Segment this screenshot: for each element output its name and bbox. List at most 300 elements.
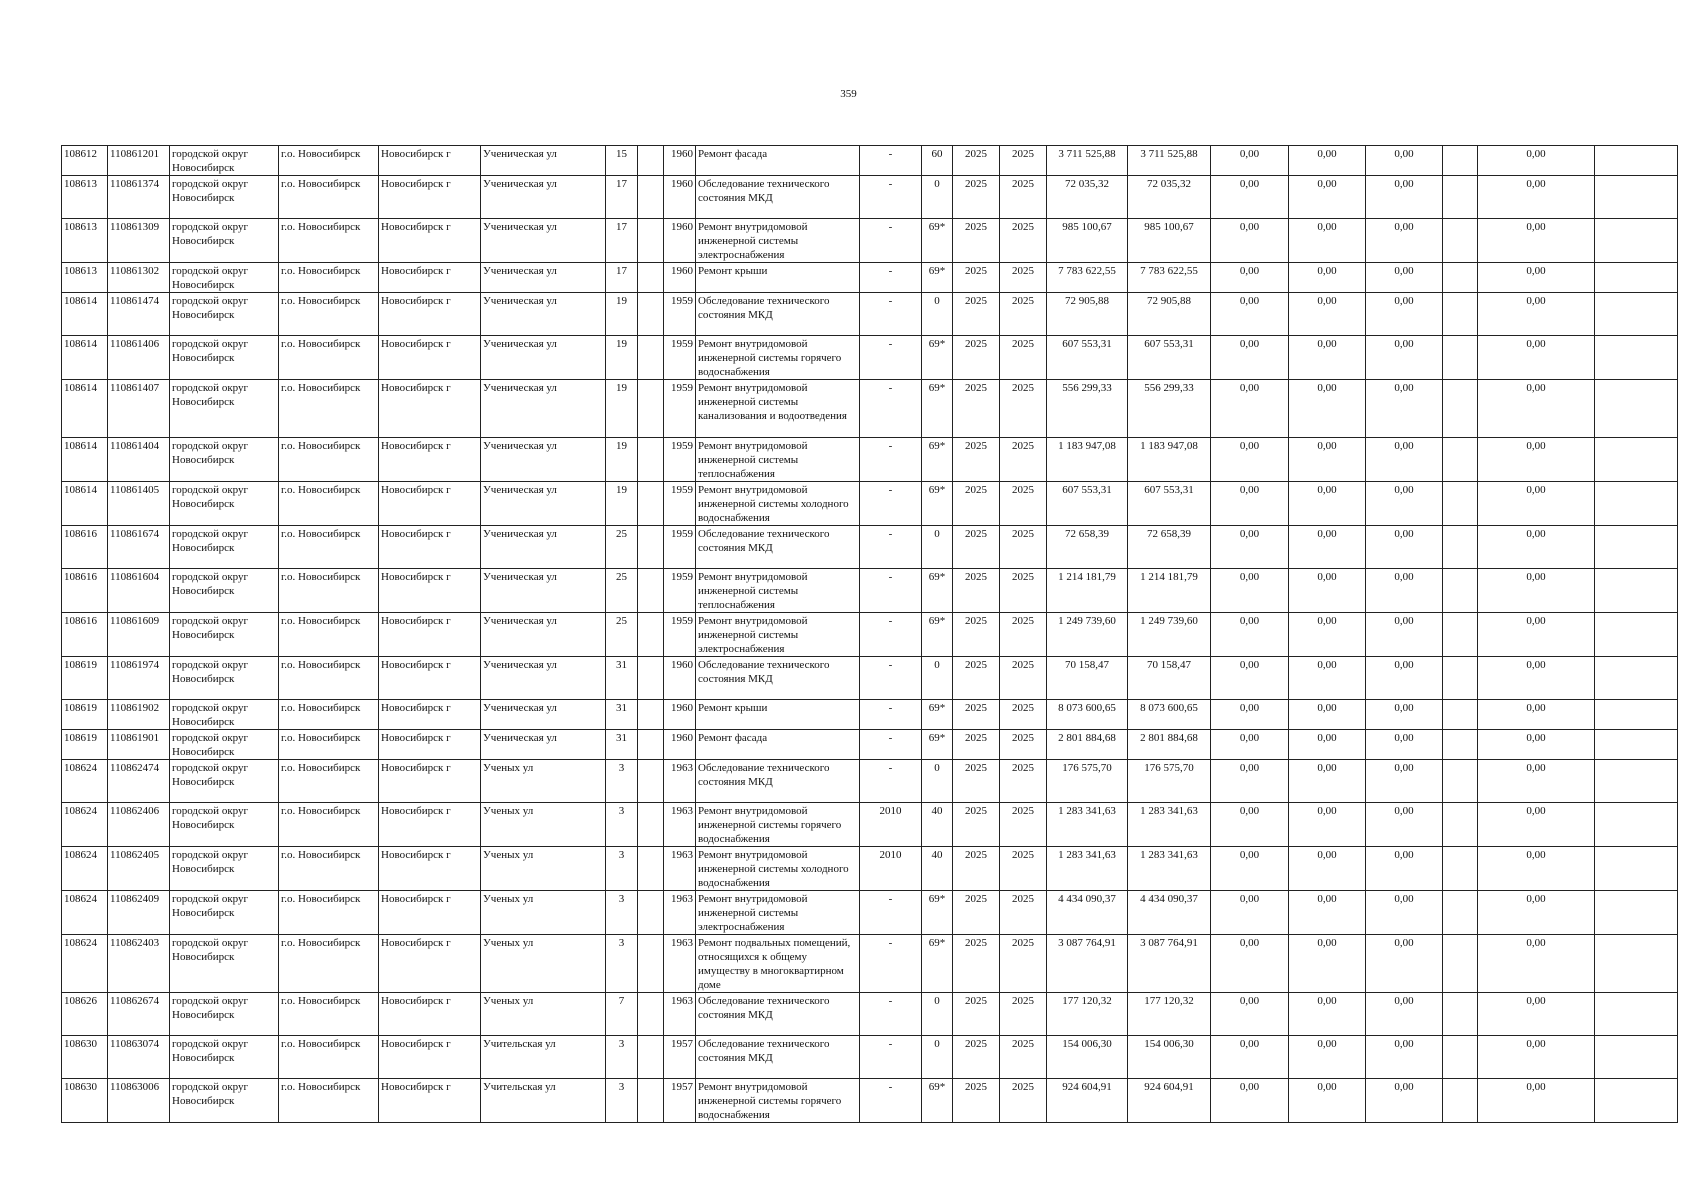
cell-district: г.о. Новосибирск	[279, 336, 379, 380]
cell-fund-cost: 7 783 622,55	[1128, 263, 1211, 293]
cell-plan-end: 2025	[1000, 935, 1047, 993]
cell-wear: 69*	[922, 613, 953, 657]
cell-regional: 0,00	[1289, 1036, 1366, 1079]
cell-federal: 0,00	[1211, 657, 1289, 700]
cell-owners	[1443, 891, 1478, 935]
cell-local: 0,00	[1366, 482, 1443, 526]
cell-district: г.о. Новосибирск	[279, 526, 379, 569]
cell-owners	[1443, 993, 1478, 1036]
cell-rec-id: 108624	[62, 935, 108, 993]
cell-object-code: 110861407	[108, 380, 170, 438]
cell-rec-id: 108624	[62, 803, 108, 847]
cell-object-code: 110862403	[108, 935, 170, 993]
cell-wear: 69*	[922, 700, 953, 730]
cell-owners	[1443, 293, 1478, 336]
cell-total-cost: 7 783 622,55	[1047, 263, 1128, 293]
cell-total-cost: 1 249 739,60	[1047, 613, 1128, 657]
cell-local: 0,00	[1366, 700, 1443, 730]
cell-district: г.о. Новосибирск	[279, 993, 379, 1036]
cell-object-code: 110861374	[108, 176, 170, 219]
cell-plan-end: 2025	[1000, 1036, 1047, 1079]
cell-plan-start: 2025	[953, 1079, 1000, 1123]
cell-last-repair-year: -	[860, 219, 922, 263]
cell-street: Ученическая ул	[481, 482, 606, 526]
cell-federal: 0,00	[1211, 730, 1289, 760]
cell-plan-start: 2025	[953, 847, 1000, 891]
cell-plan-end: 2025	[1000, 760, 1047, 803]
cell-street: Ученых ул	[481, 847, 606, 891]
cell-note	[1595, 1036, 1678, 1079]
table-row	[62, 146, 1678, 176]
table-row	[62, 891, 1678, 935]
cell-object-code: 110861406	[108, 336, 170, 380]
cell-house: 3	[606, 1036, 638, 1079]
cell-fund-cost: 72 035,32	[1128, 176, 1211, 219]
cell-district: г.о. Новосибирск	[279, 219, 379, 263]
cell-rec-id: 108614	[62, 293, 108, 336]
cell-note	[1595, 176, 1678, 219]
table-row	[62, 613, 1678, 657]
cell-note	[1595, 336, 1678, 380]
cell-house: 31	[606, 730, 638, 760]
cell-rec-id: 108619	[62, 700, 108, 730]
cell-house: 3	[606, 891, 638, 935]
cell-year-built: 1963	[664, 935, 696, 993]
cell-year-built: 1959	[664, 613, 696, 657]
cell-building	[638, 526, 664, 569]
cell-building	[638, 1036, 664, 1079]
cell-owners	[1443, 336, 1478, 380]
cell-last-repair-year: -	[860, 336, 922, 380]
cell-work-type: Ремонт внутридомовой инженерной системы холодного водоснабжения	[696, 482, 860, 526]
cell-last-repair-year: -	[860, 176, 922, 219]
cell-regional: 0,00	[1289, 438, 1366, 482]
cell-district: г.о. Новосибирск	[279, 700, 379, 730]
cell-other: 0,00	[1478, 482, 1595, 526]
cell-regional: 0,00	[1289, 847, 1366, 891]
cell-fund-cost: 3 711 525,88	[1128, 146, 1211, 176]
cell-wear: 69*	[922, 1079, 953, 1123]
cell-local: 0,00	[1366, 146, 1443, 176]
cell-regional: 0,00	[1289, 293, 1366, 336]
cell-building	[638, 613, 664, 657]
cell-owners	[1443, 847, 1478, 891]
cell-street: Ученых ул	[481, 891, 606, 935]
cell-last-repair-year: -	[860, 1036, 922, 1079]
cell-other: 0,00	[1478, 657, 1595, 700]
table-row	[62, 657, 1678, 700]
cell-work-type: Ремонт подвальных помещений, относящихся к общему имуществу в многоквартирном доме	[696, 935, 860, 993]
cell-year-built: 1957	[664, 1036, 696, 1079]
cell-street: Учительская ул	[481, 1079, 606, 1123]
cell-note	[1595, 935, 1678, 993]
cell-plan-start: 2025	[953, 993, 1000, 1036]
cell-note	[1595, 700, 1678, 730]
cell-wear: 69*	[922, 219, 953, 263]
cell-rec-id: 108614	[62, 438, 108, 482]
cell-rec-id: 108614	[62, 336, 108, 380]
cell-rec-id: 108624	[62, 760, 108, 803]
cell-plan-end: 2025	[1000, 176, 1047, 219]
cell-work-type: Ремонт внутридомовой инженерной системы горячего водоснабжения	[696, 1079, 860, 1123]
cell-wear: 0	[922, 760, 953, 803]
cell-building	[638, 730, 664, 760]
cell-district: г.о. Новосибирск	[279, 730, 379, 760]
cell-local: 0,00	[1366, 526, 1443, 569]
cell-year-built: 1960	[664, 657, 696, 700]
cell-total-cost: 556 299,33	[1047, 380, 1128, 438]
cell-last-repair-year: -	[860, 482, 922, 526]
cell-plan-end: 2025	[1000, 263, 1047, 293]
cell-owners	[1443, 176, 1478, 219]
cell-other: 0,00	[1478, 146, 1595, 176]
cell-building	[638, 700, 664, 730]
cell-object-code: 110862474	[108, 760, 170, 803]
cell-note	[1595, 569, 1678, 613]
cell-other: 0,00	[1478, 613, 1595, 657]
cell-federal: 0,00	[1211, 993, 1289, 1036]
cell-note	[1595, 847, 1678, 891]
cell-regional: 0,00	[1289, 700, 1366, 730]
cell-object-code: 110861474	[108, 293, 170, 336]
cell-house: 19	[606, 482, 638, 526]
cell-federal: 0,00	[1211, 1036, 1289, 1079]
cell-total-cost: 924 604,91	[1047, 1079, 1128, 1123]
cell-year-built: 1963	[664, 847, 696, 891]
cell-fund-cost: 72 658,39	[1128, 526, 1211, 569]
cell-federal: 0,00	[1211, 700, 1289, 730]
cell-object-code: 110861902	[108, 700, 170, 730]
cell-rec-id: 108624	[62, 891, 108, 935]
cell-plan-start: 2025	[953, 569, 1000, 613]
cell-total-cost: 72 905,88	[1047, 293, 1128, 336]
cell-street: Ученическая ул	[481, 526, 606, 569]
cell-plan-start: 2025	[953, 293, 1000, 336]
cell-total-cost: 607 553,31	[1047, 336, 1128, 380]
cell-year-built: 1959	[664, 526, 696, 569]
cell-local: 0,00	[1366, 730, 1443, 760]
cell-last-repair-year: -	[860, 760, 922, 803]
cell-rec-id: 108613	[62, 176, 108, 219]
cell-regional: 0,00	[1289, 993, 1366, 1036]
cell-regional: 0,00	[1289, 263, 1366, 293]
cell-year-built: 1960	[664, 730, 696, 760]
cell-locality: Новосибирск г	[379, 760, 481, 803]
cell-plan-start: 2025	[953, 219, 1000, 263]
cell-federal: 0,00	[1211, 482, 1289, 526]
cell-note	[1595, 613, 1678, 657]
cell-note	[1595, 438, 1678, 482]
cell-last-repair-year: -	[860, 891, 922, 935]
cell-municipality: городской округ Новосибирск	[170, 176, 279, 219]
cell-work-type: Ремонт внутридомовой инженерной системы холодного водоснабжения	[696, 847, 860, 891]
cell-work-type: Ремонт внутридомовой инженерной системы горячего водоснабжения	[696, 336, 860, 380]
cell-object-code: 110862674	[108, 993, 170, 1036]
cell-work-type: Обследование технического состояния МКД	[696, 526, 860, 569]
cell-year-built: 1963	[664, 993, 696, 1036]
cell-work-type: Ремонт крыши	[696, 263, 860, 293]
cell-municipality: городской округ Новосибирск	[170, 613, 279, 657]
cell-district: г.о. Новосибирск	[279, 569, 379, 613]
cell-work-type: Ремонт внутридомовой инженерной системы теплоснабжения	[696, 438, 860, 482]
cell-object-code: 110862405	[108, 847, 170, 891]
cell-rec-id: 108616	[62, 613, 108, 657]
cell-owners	[1443, 700, 1478, 730]
cell-work-type: Ремонт внутридомовой инженерной системы электроснабжения	[696, 219, 860, 263]
cell-regional: 0,00	[1289, 146, 1366, 176]
cell-object-code: 110861302	[108, 263, 170, 293]
cell-building	[638, 760, 664, 803]
cell-house: 31	[606, 657, 638, 700]
cell-year-built: 1959	[664, 336, 696, 380]
cell-plan-end: 2025	[1000, 482, 1047, 526]
cell-other: 0,00	[1478, 847, 1595, 891]
cell-wear: 69*	[922, 891, 953, 935]
cell-municipality: городской округ Новосибирск	[170, 263, 279, 293]
cell-federal: 0,00	[1211, 891, 1289, 935]
cell-municipality: городской округ Новосибирск	[170, 293, 279, 336]
cell-other: 0,00	[1478, 803, 1595, 847]
cell-total-cost: 70 158,47	[1047, 657, 1128, 700]
cell-building	[638, 263, 664, 293]
cell-municipality: городской округ Новосибирск	[170, 935, 279, 993]
page-number: 359	[840, 88, 857, 100]
cell-district: г.о. Новосибирск	[279, 803, 379, 847]
cell-plan-end: 2025	[1000, 526, 1047, 569]
cell-street: Ученых ул	[481, 993, 606, 1036]
cell-plan-end: 2025	[1000, 219, 1047, 263]
cell-local: 0,00	[1366, 438, 1443, 482]
cell-fund-cost: 607 553,31	[1128, 336, 1211, 380]
cell-owners	[1443, 935, 1478, 993]
cell-district: г.о. Новосибирск	[279, 176, 379, 219]
cell-federal: 0,00	[1211, 569, 1289, 613]
cell-plan-end: 2025	[1000, 336, 1047, 380]
cell-wear: 69*	[922, 935, 953, 993]
cell-district: г.о. Новосибирск	[279, 263, 379, 293]
cell-local: 0,00	[1366, 935, 1443, 993]
cell-work-type: Ремонт внутридомовой инженерной системы теплоснабжения	[696, 569, 860, 613]
cell-local: 0,00	[1366, 803, 1443, 847]
cell-municipality: городской округ Новосибирск	[170, 438, 279, 482]
cell-regional: 0,00	[1289, 760, 1366, 803]
cell-municipality: городской округ Новосибирск	[170, 730, 279, 760]
table-row	[62, 993, 1678, 1036]
cell-regional: 0,00	[1289, 526, 1366, 569]
cell-municipality: городской округ Новосибирск	[170, 380, 279, 438]
table-row	[62, 700, 1678, 730]
cell-building	[638, 336, 664, 380]
cell-last-repair-year: -	[860, 1079, 922, 1123]
cell-wear: 69*	[922, 263, 953, 293]
cell-rec-id: 108616	[62, 569, 108, 613]
cell-other: 0,00	[1478, 219, 1595, 263]
cell-locality: Новосибирск г	[379, 526, 481, 569]
cell-other: 0,00	[1478, 935, 1595, 993]
cell-house: 17	[606, 219, 638, 263]
cell-district: г.о. Новосибирск	[279, 760, 379, 803]
cell-rec-id: 108613	[62, 219, 108, 263]
cell-owners	[1443, 263, 1478, 293]
cell-total-cost: 3 087 764,91	[1047, 935, 1128, 993]
cell-plan-start: 2025	[953, 657, 1000, 700]
cell-plan-start: 2025	[953, 1036, 1000, 1079]
cell-other: 0,00	[1478, 700, 1595, 730]
cell-object-code: 110861404	[108, 438, 170, 482]
table-row	[62, 1036, 1678, 1079]
cell-other: 0,00	[1478, 730, 1595, 760]
cell-locality: Новосибирск г	[379, 1079, 481, 1123]
cell-district: г.о. Новосибирск	[279, 293, 379, 336]
cell-house: 3	[606, 1079, 638, 1123]
cell-building	[638, 146, 664, 176]
cell-wear: 40	[922, 847, 953, 891]
cell-object-code: 110862409	[108, 891, 170, 935]
cell-locality: Новосибирск г	[379, 730, 481, 760]
cell-work-type: Ремонт крыши	[696, 700, 860, 730]
cell-street: Ученическая ул	[481, 700, 606, 730]
cell-municipality: городской округ Новосибирск	[170, 336, 279, 380]
cell-street: Ученическая ул	[481, 438, 606, 482]
cell-owners	[1443, 380, 1478, 438]
cell-wear: 69*	[922, 730, 953, 760]
cell-building	[638, 935, 664, 993]
cell-fund-cost: 3 087 764,91	[1128, 935, 1211, 993]
cell-fund-cost: 70 158,47	[1128, 657, 1211, 700]
table-row	[62, 219, 1678, 263]
cell-total-cost: 1 214 181,79	[1047, 569, 1128, 613]
cell-local: 0,00	[1366, 569, 1443, 613]
cell-fund-cost: 1 214 181,79	[1128, 569, 1211, 613]
cell-locality: Новосибирск г	[379, 293, 481, 336]
cell-last-repair-year: 2010	[860, 803, 922, 847]
cell-owners	[1443, 613, 1478, 657]
cell-local: 0,00	[1366, 380, 1443, 438]
cell-year-built: 1959	[664, 438, 696, 482]
cell-municipality: городской округ Новосибирск	[170, 526, 279, 569]
cell-last-repair-year: -	[860, 569, 922, 613]
cell-municipality: городской округ Новосибирск	[170, 1036, 279, 1079]
cell-wear: 69*	[922, 482, 953, 526]
table-row	[62, 803, 1678, 847]
cell-note	[1595, 803, 1678, 847]
cell-fund-cost: 1 249 739,60	[1128, 613, 1211, 657]
cell-fund-cost: 4 434 090,37	[1128, 891, 1211, 935]
cell-object-code: 110863006	[108, 1079, 170, 1123]
cell-last-repair-year: -	[860, 293, 922, 336]
cell-federal: 0,00	[1211, 146, 1289, 176]
cell-regional: 0,00	[1289, 219, 1366, 263]
cell-other: 0,00	[1478, 1036, 1595, 1079]
cell-other: 0,00	[1478, 760, 1595, 803]
cell-total-cost: 1 283 341,63	[1047, 847, 1128, 891]
cell-building	[638, 569, 664, 613]
cell-regional: 0,00	[1289, 380, 1366, 438]
cell-street: Ученическая ул	[481, 176, 606, 219]
cell-wear: 0	[922, 993, 953, 1036]
cell-federal: 0,00	[1211, 438, 1289, 482]
cell-house: 15	[606, 146, 638, 176]
cell-last-repair-year: -	[860, 146, 922, 176]
cell-note	[1595, 891, 1678, 935]
cell-fund-cost: 607 553,31	[1128, 482, 1211, 526]
cell-plan-start: 2025	[953, 263, 1000, 293]
cell-federal: 0,00	[1211, 760, 1289, 803]
cell-fund-cost: 985 100,67	[1128, 219, 1211, 263]
cell-year-built: 1960	[664, 700, 696, 730]
cell-owners	[1443, 1079, 1478, 1123]
cell-fund-cost: 176 575,70	[1128, 760, 1211, 803]
cell-local: 0,00	[1366, 219, 1443, 263]
cell-last-repair-year: -	[860, 993, 922, 1036]
cell-regional: 0,00	[1289, 657, 1366, 700]
table-row	[62, 263, 1678, 293]
cell-last-repair-year: -	[860, 263, 922, 293]
cell-street: Ученическая ул	[481, 613, 606, 657]
cell-year-built: 1960	[664, 146, 696, 176]
cell-municipality: городской округ Новосибирск	[170, 847, 279, 891]
cell-last-repair-year: -	[860, 613, 922, 657]
cell-work-type: Обследование технического состояния МКД	[696, 293, 860, 336]
cell-last-repair-year: -	[860, 730, 922, 760]
cell-building	[638, 482, 664, 526]
table-row	[62, 569, 1678, 613]
cell-rec-id: 108613	[62, 263, 108, 293]
cell-year-built: 1959	[664, 482, 696, 526]
cell-last-repair-year: -	[860, 438, 922, 482]
cell-street: Ученическая ул	[481, 146, 606, 176]
cell-note	[1595, 526, 1678, 569]
cell-building	[638, 847, 664, 891]
cell-federal: 0,00	[1211, 293, 1289, 336]
cell-locality: Новосибирск г	[379, 380, 481, 438]
table-row	[62, 935, 1678, 993]
cell-rec-id: 108616	[62, 526, 108, 569]
cell-plan-end: 2025	[1000, 993, 1047, 1036]
cell-local: 0,00	[1366, 263, 1443, 293]
cell-other: 0,00	[1478, 293, 1595, 336]
cell-local: 0,00	[1366, 993, 1443, 1036]
cell-wear: 0	[922, 293, 953, 336]
cell-street: Ученическая ул	[481, 336, 606, 380]
cell-municipality: городской округ Новосибирск	[170, 891, 279, 935]
cell-building	[638, 891, 664, 935]
cell-municipality: городской округ Новосибирск	[170, 569, 279, 613]
cell-object-code: 110863074	[108, 1036, 170, 1079]
cell-district: г.о. Новосибирск	[279, 380, 379, 438]
cell-plan-end: 2025	[1000, 847, 1047, 891]
cell-locality: Новосибирск г	[379, 700, 481, 730]
cell-note	[1595, 219, 1678, 263]
cell-plan-end: 2025	[1000, 569, 1047, 613]
cell-plan-start: 2025	[953, 700, 1000, 730]
cell-note	[1595, 760, 1678, 803]
table-row	[62, 336, 1678, 380]
cell-street: Ученическая ул	[481, 219, 606, 263]
cell-rec-id: 108619	[62, 657, 108, 700]
cell-plan-end: 2025	[1000, 803, 1047, 847]
cell-local: 0,00	[1366, 847, 1443, 891]
cell-work-type: Обследование технического состояния МКД	[696, 993, 860, 1036]
cell-building	[638, 993, 664, 1036]
cell-owners	[1443, 482, 1478, 526]
cell-last-repair-year: -	[860, 700, 922, 730]
cell-note	[1595, 293, 1678, 336]
cell-building	[638, 803, 664, 847]
cell-street: Ученическая ул	[481, 730, 606, 760]
cell-federal: 0,00	[1211, 263, 1289, 293]
cell-object-code: 110861201	[108, 146, 170, 176]
